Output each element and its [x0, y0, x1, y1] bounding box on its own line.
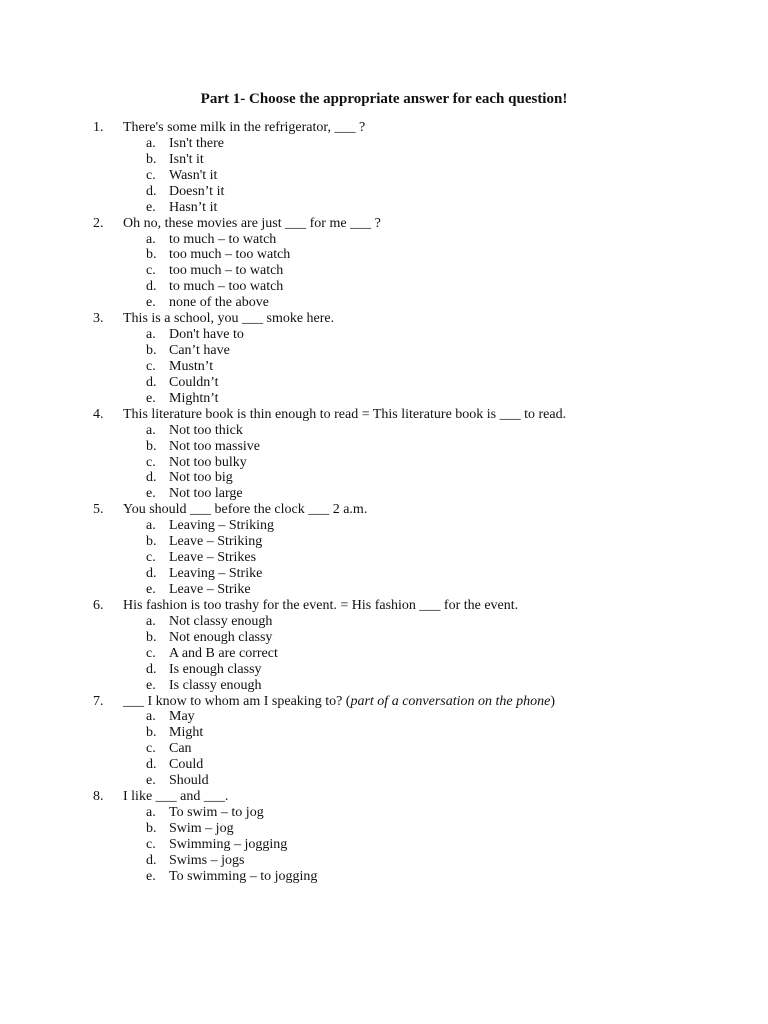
answer-option: [0, 550, 768, 566]
answer-option: [0, 709, 768, 725]
question-row: [0, 120, 768, 136]
answer-option: [0, 136, 768, 152]
option-text: Swimming – jogging: [169, 836, 288, 852]
option-letter: c.: [146, 358, 156, 374]
option-text: Not too massive: [169, 438, 260, 454]
answer-option: [0, 295, 768, 311]
answer-option: [0, 757, 768, 773]
answer-option: [0, 200, 768, 216]
answer-options: [0, 614, 768, 694]
option-letter: d.: [146, 470, 157, 486]
option-text: Swims – jogs: [169, 852, 245, 868]
question-number: 5.: [93, 502, 104, 518]
answer-option: [0, 566, 768, 582]
question-text: This literature book is thin enough to read = This literature book is ___ to read.: [123, 406, 567, 422]
option-letter: e.: [146, 486, 156, 502]
option-letter: c.: [146, 263, 156, 279]
option-letter: a.: [146, 231, 156, 247]
option-text: Wasn't it: [169, 167, 218, 183]
answer-option: [0, 805, 768, 821]
option-letter: b.: [146, 343, 157, 359]
answer-option: [0, 741, 768, 757]
option-letter: a.: [146, 518, 156, 534]
question-8: [0, 789, 768, 885]
option-text: Isn't it: [169, 151, 204, 167]
option-text: Not enough classy: [169, 629, 273, 645]
option-letter: d.: [146, 183, 157, 199]
option-text: Not too big: [169, 470, 233, 486]
option-letter: b.: [146, 438, 157, 454]
option-text: Could: [169, 757, 204, 773]
answer-option: [0, 327, 768, 343]
option-text: to much – to watch: [169, 231, 277, 247]
question-text: You should ___ before the clock ___ 2 a.m.: [123, 502, 368, 518]
option-letter: b.: [146, 534, 157, 550]
option-letter: a.: [146, 135, 156, 151]
answer-option: [0, 247, 768, 263]
answer-option: [0, 184, 768, 200]
answer-options: [0, 136, 768, 216]
option-text: Not too thick: [169, 422, 243, 438]
question-text: His fashion is too trashy for the event. = His fashion ___ for the event.: [123, 597, 519, 613]
option-text: A and B are correct: [169, 645, 278, 661]
question-1: [0, 120, 768, 216]
option-text: Mustn’t: [169, 358, 214, 374]
page-title: Part 1- Choose the appropriate answer for each question!: [200, 91, 568, 107]
answer-option: [0, 232, 768, 248]
option-text: Hasn’t it: [169, 199, 218, 215]
option-letter: c.: [146, 645, 156, 661]
option-text: Can: [169, 741, 192, 757]
option-text: Not too bulky: [169, 454, 247, 470]
option-letter: e.: [146, 390, 156, 406]
answer-option: [0, 152, 768, 168]
question-5: [0, 502, 768, 598]
question-text: Oh no, these movies are just ___ for me ___ ?: [123, 215, 381, 231]
option-text: Leave – Strike: [169, 581, 251, 597]
question-2: [0, 216, 768, 312]
option-text: Mightn’t: [169, 390, 219, 406]
question-row: [0, 598, 768, 614]
option-letter: e.: [146, 677, 156, 693]
option-text: Leaving – Striking: [169, 518, 274, 534]
question-row: [0, 789, 768, 805]
question-7: [0, 694, 768, 790]
answer-option: [0, 168, 768, 184]
question-number: 7.: [93, 693, 104, 709]
question-number: 1.: [93, 120, 104, 135]
question-list: [0, 120, 768, 885]
option-text: Leave – Striking: [169, 534, 263, 550]
option-text: Should: [169, 773, 209, 789]
answer-options: [0, 232, 768, 312]
answer-option: [0, 470, 768, 486]
option-letter: b.: [146, 151, 157, 167]
question-6: [0, 598, 768, 694]
option-letter: c.: [146, 836, 156, 852]
question-row: [0, 502, 768, 518]
option-letter: d.: [146, 852, 157, 868]
option-letter: d.: [146, 757, 157, 773]
option-text: none of the above: [169, 295, 269, 311]
answer-option: [0, 423, 768, 439]
option-letter: b.: [146, 725, 157, 741]
answer-option: [0, 375, 768, 391]
option-letter: d.: [146, 279, 157, 295]
answer-options: [0, 423, 768, 503]
option-text: May: [169, 709, 195, 725]
option-text: To swimming – to jogging: [169, 868, 318, 884]
answer-option: [0, 343, 768, 359]
answer-option: [0, 662, 768, 678]
option-text: Couldn’t: [169, 374, 219, 390]
option-text: too much – too watch: [169, 247, 291, 263]
answer-options: [0, 327, 768, 407]
option-letter: b.: [146, 247, 157, 263]
answer-option: [0, 853, 768, 869]
option-text: Isn't there: [169, 135, 225, 151]
answer-option: [0, 630, 768, 646]
option-text: Don't have to: [169, 327, 244, 343]
question-3: [0, 311, 768, 407]
option-text: Can’t have: [169, 343, 230, 359]
question-number: 6.: [93, 597, 104, 613]
question-number: 8.: [93, 789, 104, 805]
answer-option: [0, 869, 768, 885]
answer-option: [0, 725, 768, 741]
option-letter: b.: [146, 629, 157, 645]
question-row: [0, 311, 768, 327]
question-row: [0, 694, 768, 710]
question-text: ___ I know to whom am I speaking to? (part of a conversation on the phone): [123, 693, 556, 709]
question-number: 3.: [93, 311, 104, 327]
option-letter: e.: [146, 868, 156, 884]
option-letter: a.: [146, 327, 156, 343]
option-letter: c.: [146, 167, 156, 183]
answer-option: [0, 455, 768, 471]
answer-option: [0, 486, 768, 502]
answer-option: [0, 837, 768, 853]
option-letter: e.: [146, 773, 156, 789]
option-text: too much – to watch: [169, 263, 284, 279]
question-text: This is a school, you ___ smoke here.: [123, 311, 335, 327]
option-text: Leaving – Strike: [169, 566, 263, 582]
option-letter: b.: [146, 821, 157, 836]
answer-options: [0, 518, 768, 598]
answer-option: [0, 678, 768, 694]
option-text: Might: [169, 725, 204, 741]
option-text: Not too large: [169, 486, 243, 502]
option-letter: c.: [146, 550, 156, 566]
option-text: Swim – jog: [169, 821, 234, 836]
option-text: To swim – to jog: [169, 805, 264, 821]
answer-option: [0, 263, 768, 279]
answer-option: [0, 582, 768, 598]
answer-option: [0, 614, 768, 630]
answer-option: [0, 279, 768, 295]
answer-option: [0, 773, 768, 789]
question-row: [0, 216, 768, 232]
option-letter: c.: [146, 454, 156, 470]
option-letter: d.: [146, 661, 157, 677]
option-letter: d.: [146, 374, 157, 390]
question-text: I like ___ and ___.: [123, 789, 229, 805]
option-letter: a.: [146, 422, 156, 438]
answer-option: [0, 518, 768, 534]
option-text: Leave – Strikes: [169, 550, 257, 566]
option-letter: e.: [146, 581, 156, 597]
answer-option: [0, 359, 768, 375]
answer-option: [0, 439, 768, 455]
answer-options: [0, 805, 768, 885]
answer-option: [0, 534, 768, 550]
option-letter: e.: [146, 199, 156, 215]
question-text: There's some milk in the refrigerator, ___ ?: [123, 120, 366, 135]
option-letter: a.: [146, 709, 156, 725]
answer-option: [0, 646, 768, 662]
question-note: part of a conversation on the phone: [350, 693, 551, 709]
option-letter: c.: [146, 741, 156, 757]
question-number: 4.: [93, 406, 104, 422]
option-letter: d.: [146, 566, 157, 582]
answer-option: [0, 391, 768, 407]
answer-options: [0, 709, 768, 789]
question-4: [0, 407, 768, 503]
question-number: 2.: [93, 215, 104, 231]
option-text: Not classy enough: [169, 613, 273, 629]
option-letter: a.: [146, 613, 156, 629]
answer-option: [0, 821, 768, 837]
option-text: Doesn’t it: [169, 183, 225, 199]
question-row: [0, 407, 768, 423]
option-text: Is enough classy: [169, 661, 262, 677]
option-text: Is classy enough: [169, 677, 262, 693]
option-text: to much – too watch: [169, 279, 284, 295]
option-letter: e.: [146, 295, 156, 311]
option-letter: a.: [146, 805, 156, 821]
